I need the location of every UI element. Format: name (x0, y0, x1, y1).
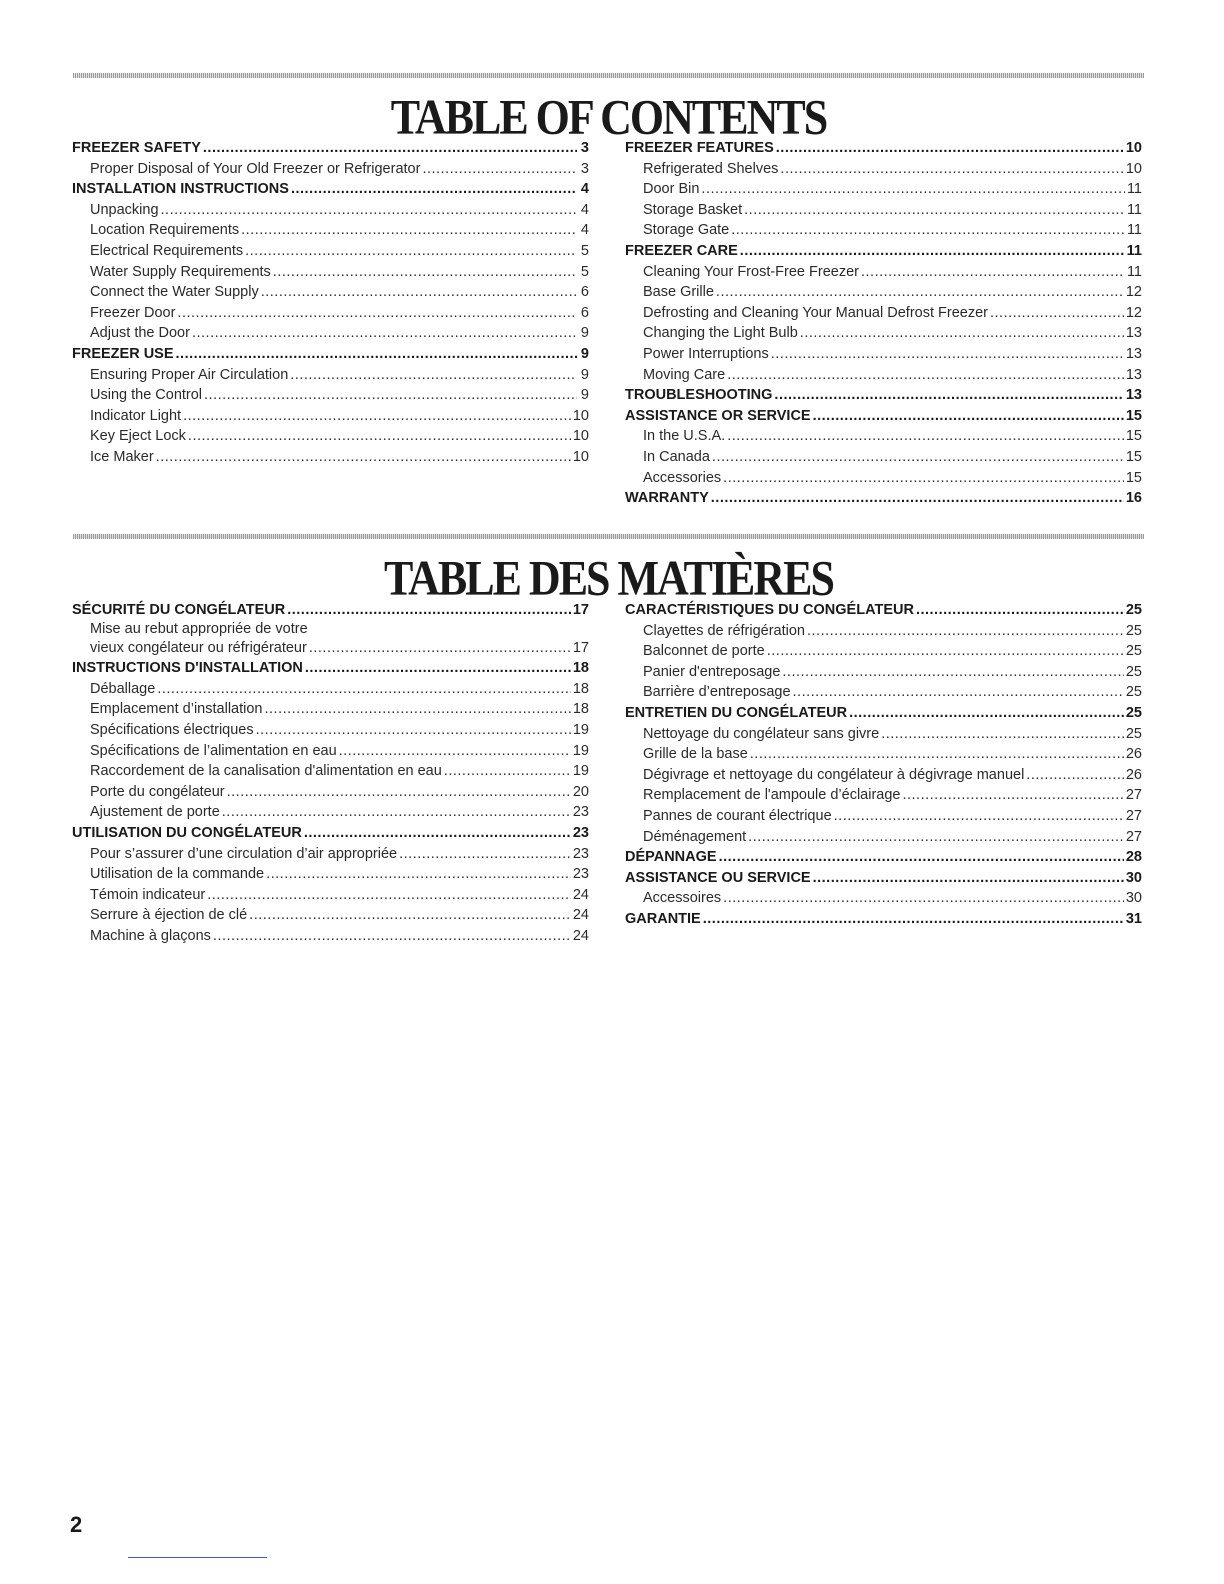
toc-leader-dots (723, 468, 1124, 489)
toc-entry-page: 25 (1125, 663, 1142, 680)
toc-entry-label: ENTRETIEN DU CONGÉLATEUR (625, 704, 848, 721)
toc-entry-page: 27 (1125, 828, 1142, 845)
toc-section-entry (625, 703, 1142, 724)
toc-subsection-entry (625, 744, 1142, 765)
toc-entry-page: 9 (580, 387, 589, 404)
toc-leader-dots (287, 600, 571, 621)
toc-entry-page: 11 (1126, 222, 1142, 239)
toc-subsection-entry (72, 782, 589, 803)
toc-entry-label: Storage Gate (643, 222, 730, 239)
toc-entry-page: 10 (572, 428, 589, 445)
toc-leader-dots (711, 488, 1124, 509)
toc-leader-dots (767, 641, 1124, 662)
toc-subsection-entry (625, 323, 1142, 344)
toc-leader-dots (161, 200, 577, 221)
toc-entry-label: Remplacement de l'ampoule d’éclairage (643, 787, 901, 804)
toc-entry-page: 11 (1126, 181, 1142, 198)
toc-entry-page: 23 (572, 866, 589, 883)
toc-entry-label: Water Supply Requirements (90, 263, 271, 280)
toc-leader-dots (780, 159, 1123, 180)
toc-entry-label: Key Eject Lock (90, 428, 186, 445)
toc-leader-dots (800, 323, 1124, 344)
toc-entry-label: Spécifications de l’alimentation en eau (90, 742, 337, 759)
toc-leader-dots (227, 782, 571, 803)
toc-entry-page: 6 (580, 284, 589, 301)
toc-entry-page: 18 (572, 680, 589, 697)
toc-entry-page: 25 (1125, 643, 1142, 660)
toc-subsection-entry (625, 641, 1142, 662)
toc-entry-label: Accessoires (643, 890, 722, 907)
toc-leader-dots (719, 847, 1124, 868)
toc-entry-label: Ice Maker (90, 448, 154, 465)
toc-subsection-entry (72, 303, 589, 324)
toc-leader-dots (782, 662, 1123, 683)
toc-entry-label: Adjust the Door (90, 325, 190, 342)
toc-leader-dots (290, 365, 577, 386)
toc-subsection-entry (72, 406, 589, 427)
toc-leader-dots (881, 724, 1124, 745)
middle-divider-rule (73, 534, 1144, 539)
toc-leader-dots (266, 864, 571, 885)
toc-leader-dots (213, 926, 571, 947)
toc-entry-page: 3 (580, 140, 589, 156)
toc-subsection-entry (72, 844, 589, 865)
toc-entry-page: 27 (1125, 787, 1142, 804)
toc-subsection-entry (72, 159, 589, 180)
toc-leader-dots (727, 365, 1124, 386)
toc-subsection-entry (72, 447, 589, 468)
toc-entry-page: 23 (572, 845, 589, 862)
toc-entry-label: Indicator Light (90, 407, 182, 424)
toc-entry-page: 24 (572, 907, 589, 924)
toc-leader-dots (204, 385, 577, 406)
toc-subsection-entry (625, 426, 1142, 447)
toc-entry-label: Defrosting and Cleaning Your Manual Defrost Freezer (643, 304, 988, 321)
toc-entry-page: 12 (1125, 304, 1142, 321)
toc-entry-page: 11 (1126, 201, 1142, 218)
toc-subsection-entry (72, 282, 589, 303)
toc-leader-dots (703, 909, 1124, 930)
toc-section-entry (72, 179, 589, 200)
toc-subsection-entry (625, 262, 1142, 283)
toc-subsection-entry (625, 220, 1142, 241)
toc-entry-page: 25 (1125, 602, 1142, 618)
toc-leader-dots (902, 785, 1123, 806)
toc-entry-page: 13 (1125, 345, 1142, 362)
toc-entry-label: FREEZER FEATURES (625, 140, 774, 156)
toc-entry-page: 13 (1125, 325, 1142, 342)
toc-english-left-column (72, 138, 589, 468)
toc-leader-dots (309, 638, 571, 659)
toc-subsection-entry (625, 303, 1142, 324)
toc-leader-dots (256, 720, 571, 741)
toc-entry-label: Cleaning Your Frost-Free Freezer (643, 263, 859, 280)
toc-entry-page: 15 (1125, 407, 1142, 424)
toc-entry-page: 4 (580, 201, 589, 218)
toc-french-left-column (72, 600, 589, 947)
toc-subsection-entry (72, 679, 589, 700)
toc-subsection-entry (625, 200, 1142, 221)
toc-subsection-entry (625, 159, 1142, 180)
toc-leader-dots (264, 699, 570, 720)
toc-subsection-entry (72, 905, 589, 926)
toc-leader-dots (245, 241, 577, 262)
toc-section-entry (72, 600, 589, 621)
toc-leader-dots (716, 282, 1124, 303)
toc-entry-page: 5 (580, 242, 589, 259)
toc-subsection-entry (72, 385, 589, 406)
toc-entry-label: Utilisation de la commande (90, 866, 265, 883)
toc-subsection-entry (625, 621, 1142, 642)
toc-entry-label: Clayettes de réfrigération (643, 622, 805, 639)
toc-entry-label: INSTRUCTIONS D'INSTALLATION (72, 660, 303, 677)
toc-entry-page: 25 (1125, 704, 1142, 721)
toc-entry-label: FREEZER SAFETY (72, 140, 201, 156)
toc-section-entry (625, 406, 1142, 427)
toc-entry-label: Freezer Door (90, 304, 176, 321)
toc-subsection-entry (72, 864, 589, 885)
toc-entry-label: FREEZER USE (72, 345, 174, 362)
toc-entry-label: Proper Disposal of Your Old Freezer or Refrigerator (90, 160, 421, 177)
toc-entry-label: Moving Care (643, 366, 726, 383)
page-number: 2 (70, 1512, 83, 1537)
toc-subsection-entry (72, 241, 589, 262)
toc-subsection-entry (72, 720, 589, 741)
toc-leader-dots (861, 262, 1125, 283)
toc-section-entry (72, 658, 589, 679)
toc-entry-label: ASSISTANCE OU SERVICE (625, 869, 811, 886)
toc-leader-dots (339, 741, 571, 762)
toc-entry-page: 19 (572, 721, 589, 738)
toc-entry-page: 15 (1125, 428, 1142, 445)
toc-subsection-entry (625, 282, 1142, 303)
toc-subsection-entry (72, 802, 589, 823)
toc-entry-page: 24 (572, 927, 589, 944)
toc-entry-label: Location Requirements (90, 222, 240, 239)
toc-leader-dots (156, 447, 571, 468)
toc-subsection-entry (72, 323, 589, 344)
toc-entry-label: Spécifications électriques (90, 721, 254, 738)
toc-entry-page: 19 (572, 742, 589, 759)
toc-entry-label: INSTALLATION INSTRUCTIONS (72, 181, 289, 198)
toc-subsection-entry (625, 827, 1142, 848)
toc-entry-page: 4 (580, 181, 589, 198)
toc-leader-dots (192, 323, 577, 344)
toc-entry-label: Changing the Light Bulb (643, 325, 798, 342)
toc-entry-label: Pour s’assurer d’une circulation d’air appropriée (90, 845, 398, 862)
toc-leader-dots (807, 621, 1124, 642)
toc-subsection-entry (625, 765, 1142, 786)
toc-entry-page: 10 (1125, 160, 1142, 177)
toc-subsection-entry (625, 806, 1142, 827)
toc-entry-page: 3 (580, 160, 589, 177)
toc-entry-label: GARANTIE (625, 910, 701, 927)
toc-entry-page: 9 (580, 325, 589, 342)
toc-entry-page: 13 (1125, 387, 1142, 404)
toc-section-entry (625, 488, 1142, 509)
toc-entry-label: In the U.S.A. (643, 428, 726, 445)
toc-leader-dots (834, 806, 1124, 827)
toc-leader-dots (776, 138, 1124, 159)
toc-entry-label: Base Grille (643, 284, 714, 301)
toc-leader-dots (1026, 765, 1124, 786)
toc-leader-dots (249, 905, 571, 926)
toc-entry-page: 30 (1125, 890, 1142, 907)
toc-entry-label: vieux congélateur ou réfrigérateur (90, 639, 307, 656)
toc-section-entry (625, 600, 1142, 621)
toc-leader-dots (304, 823, 571, 844)
toc-entry-page: 17 (572, 602, 589, 618)
toc-leader-dots (750, 744, 1124, 765)
toc-leader-dots (731, 220, 1125, 241)
toc-entry-label: Porte du congélateur (90, 783, 225, 800)
toc-entry-label: Barrière d’entreposage (643, 684, 791, 701)
toc-section-entry (72, 823, 589, 844)
toc-leader-dots (849, 703, 1124, 724)
toc-section-entry (72, 344, 589, 365)
toc-subsection-entry (72, 621, 589, 638)
toc-title-english: TABLE OF CONTENTS (390, 89, 827, 145)
toc-entry-label: Electrical Requirements (90, 242, 244, 259)
toc-leader-dots (740, 241, 1125, 262)
toc-entry-page: 11 (1126, 242, 1142, 259)
toc-entry-page: 24 (572, 886, 589, 903)
toc-leader-dots (727, 426, 1124, 447)
toc-leader-dots (157, 679, 571, 700)
toc-leader-dots (183, 406, 571, 427)
toc-subsection-entry (625, 682, 1142, 703)
toc-leader-dots (273, 262, 577, 283)
toc-leader-dots (444, 761, 571, 782)
toc-entry-label: Connect the Water Supply (90, 284, 259, 301)
toc-entry-page: 15 (1125, 469, 1142, 486)
toc-entry-label: CARACTÉRISTIQUES DU CONGÉLATEUR (625, 602, 914, 618)
toc-leader-dots (774, 385, 1123, 406)
toc-entry-page: 6 (580, 304, 589, 321)
toc-leader-dots (203, 138, 577, 159)
toc-leader-dots (399, 844, 571, 865)
toc-entry-label: UTILISATION DU CONGÉLATEUR (72, 824, 302, 841)
toc-leader-dots (723, 888, 1124, 909)
toc-entry-label: Ensuring Proper Air Circulation (90, 366, 289, 383)
toc-entry-page: 25 (1125, 684, 1142, 701)
toc-leader-dots (241, 220, 577, 241)
toc-entry-page: 26 (1125, 746, 1142, 763)
toc-entry-label: Mise au rebut appropriée de votre (90, 620, 308, 637)
toc-entry-page: 20 (572, 783, 589, 800)
toc-entry-page: 17 (572, 639, 589, 656)
toc-leader-dots (291, 179, 577, 200)
toc-subsection-entry (72, 926, 589, 947)
toc-entry-page: 25 (1125, 622, 1142, 639)
toc-subsection-entry (625, 179, 1142, 200)
toc-english-right-column (625, 138, 1142, 509)
toc-leader-dots (261, 282, 577, 303)
toc-leader-dots (176, 344, 577, 365)
toc-subsection-entry (72, 699, 589, 720)
toc-entry-page: 9 (580, 366, 589, 383)
toc-entry-label: Raccordement de la canalisation d'alimentation en eau (90, 763, 442, 780)
toc-subsection-entry (625, 785, 1142, 806)
toc-leader-dots (793, 682, 1124, 703)
toc-subsection-entry (72, 426, 589, 447)
toc-subsection-entry (625, 365, 1142, 386)
toc-entry-page: 27 (1125, 807, 1142, 824)
toc-leader-dots (422, 159, 577, 180)
toc-section-entry (625, 138, 1142, 159)
toc-subsection-entry (72, 220, 589, 241)
toc-subsection-entry (625, 662, 1142, 683)
top-divider-rule (73, 73, 1144, 78)
toc-french-right-column (625, 600, 1142, 930)
toc-entry-label: TROUBLESHOOTING (625, 387, 773, 404)
toc-entry-page: 16 (1125, 490, 1142, 507)
toc-entry-page: 15 (1125, 448, 1142, 465)
toc-entry-page: 11 (1126, 263, 1142, 280)
toc-entry-page: 31 (1125, 910, 1142, 927)
toc-leader-dots (207, 885, 571, 906)
toc-entry-page: 12 (1125, 284, 1142, 301)
toc-entry-label: ASSISTANCE OR SERVICE (625, 407, 811, 424)
toc-section-entry (625, 909, 1142, 930)
toc-entry-label: Refrigerated Shelves (643, 160, 779, 177)
toc-entry-label: Power Interruptions (643, 345, 769, 362)
toc-subsection-entry (625, 447, 1142, 468)
toc-section-entry (625, 847, 1142, 868)
toc-entry-label: Using the Control (90, 387, 203, 404)
toc-entry-page: 23 (572, 824, 589, 841)
toc-section-entry (72, 138, 589, 159)
toc-entry-label: In Canada (643, 448, 710, 465)
toc-subsection-entry (625, 344, 1142, 365)
toc-entry-label: Door Bin (643, 181, 700, 198)
toc-entry-label: Emplacement d’installation (90, 701, 263, 718)
toc-entry-label: Serrure à éjection de clé (90, 907, 248, 924)
toc-entry-page: 9 (580, 345, 589, 362)
toc-entry-label: Panier d'entreposage (643, 663, 781, 680)
toc-subsection-entry (72, 741, 589, 762)
toc-entry-page: 4 (580, 222, 589, 239)
toc-entry-label: Déballage (90, 680, 156, 697)
toc-leader-dots (188, 426, 571, 447)
toc-subsection-entry (625, 888, 1142, 909)
toc-leader-dots (177, 303, 577, 324)
toc-leader-dots (744, 200, 1125, 221)
toc-entry-label: Grille de la base (643, 746, 748, 763)
toc-leader-dots (712, 447, 1124, 468)
toc-subsection-entry (625, 468, 1142, 489)
toc-entry-label: Balconnet de porte (643, 643, 765, 660)
toc-subsection-entry (625, 724, 1142, 745)
toc-entry-page: 19 (572, 763, 589, 780)
toc-entry-label: Témoin indicateur (90, 886, 206, 903)
toc-entry-label: Pannes de courant électrique (643, 807, 832, 824)
toc-subsection-entry (72, 200, 589, 221)
toc-subsection-entry (72, 638, 589, 659)
toc-entry-label: DÉPANNAGE (625, 849, 717, 866)
toc-leader-dots (305, 658, 571, 679)
toc-entry-page: 28 (1125, 849, 1142, 866)
toc-entry-page: 13 (1125, 366, 1142, 383)
toc-section-entry (625, 385, 1142, 406)
toc-leader-dots (990, 303, 1124, 324)
toc-entry-label: Unpacking (90, 201, 159, 218)
toc-entry-page: 10 (572, 407, 589, 424)
toc-entry-page: 10 (1125, 140, 1142, 156)
toc-leader-dots (222, 802, 571, 823)
toc-leader-dots (813, 868, 1124, 889)
toc-entry-page: 25 (1125, 725, 1142, 742)
toc-entry-label: Nettoyage du congélateur sans givre (643, 725, 880, 742)
toc-entry-label: Accessories (643, 469, 722, 486)
toc-entry-page: 30 (1125, 869, 1142, 886)
toc-leader-dots (813, 406, 1124, 427)
toc-entry-label: SÉCURITÉ DU CONGÉLATEUR (72, 602, 286, 618)
toc-leader-dots (701, 179, 1125, 200)
toc-entry-page: 18 (572, 660, 589, 677)
toc-subsection-entry (72, 262, 589, 283)
toc-section-entry (625, 241, 1142, 262)
toc-subsection-entry (72, 885, 589, 906)
toc-entry-page: 10 (572, 448, 589, 465)
toc-leader-dots (916, 600, 1124, 621)
toc-subsection-entry (72, 761, 589, 782)
toc-entry-label: Machine à glaçons (90, 927, 211, 944)
toc-entry-page: 26 (1125, 766, 1142, 783)
toc-entry-label: WARRANTY (625, 490, 709, 507)
toc-leader-dots (771, 344, 1124, 365)
toc-entry-page: 18 (572, 701, 589, 718)
toc-leader-dots (748, 827, 1124, 848)
toc-entry-page: 23 (572, 804, 589, 821)
toc-title-french: TABLE DES MATIÈRES (384, 550, 833, 606)
toc-entry-label: Dégivrage et nettoyage du congélateur à dégivrage manuel (643, 766, 1025, 783)
toc-entry-label: Storage Basket (643, 201, 743, 218)
toc-section-entry (625, 868, 1142, 889)
toc-entry-label: FREEZER CARE (625, 242, 738, 259)
toc-entry-page: 5 (580, 263, 589, 280)
toc-entry-label: Ajustement de porte (90, 804, 220, 821)
toc-entry-label: Déménagement (643, 828, 747, 845)
toc-subsection-entry (72, 365, 589, 386)
footer-line (128, 1557, 267, 1558)
